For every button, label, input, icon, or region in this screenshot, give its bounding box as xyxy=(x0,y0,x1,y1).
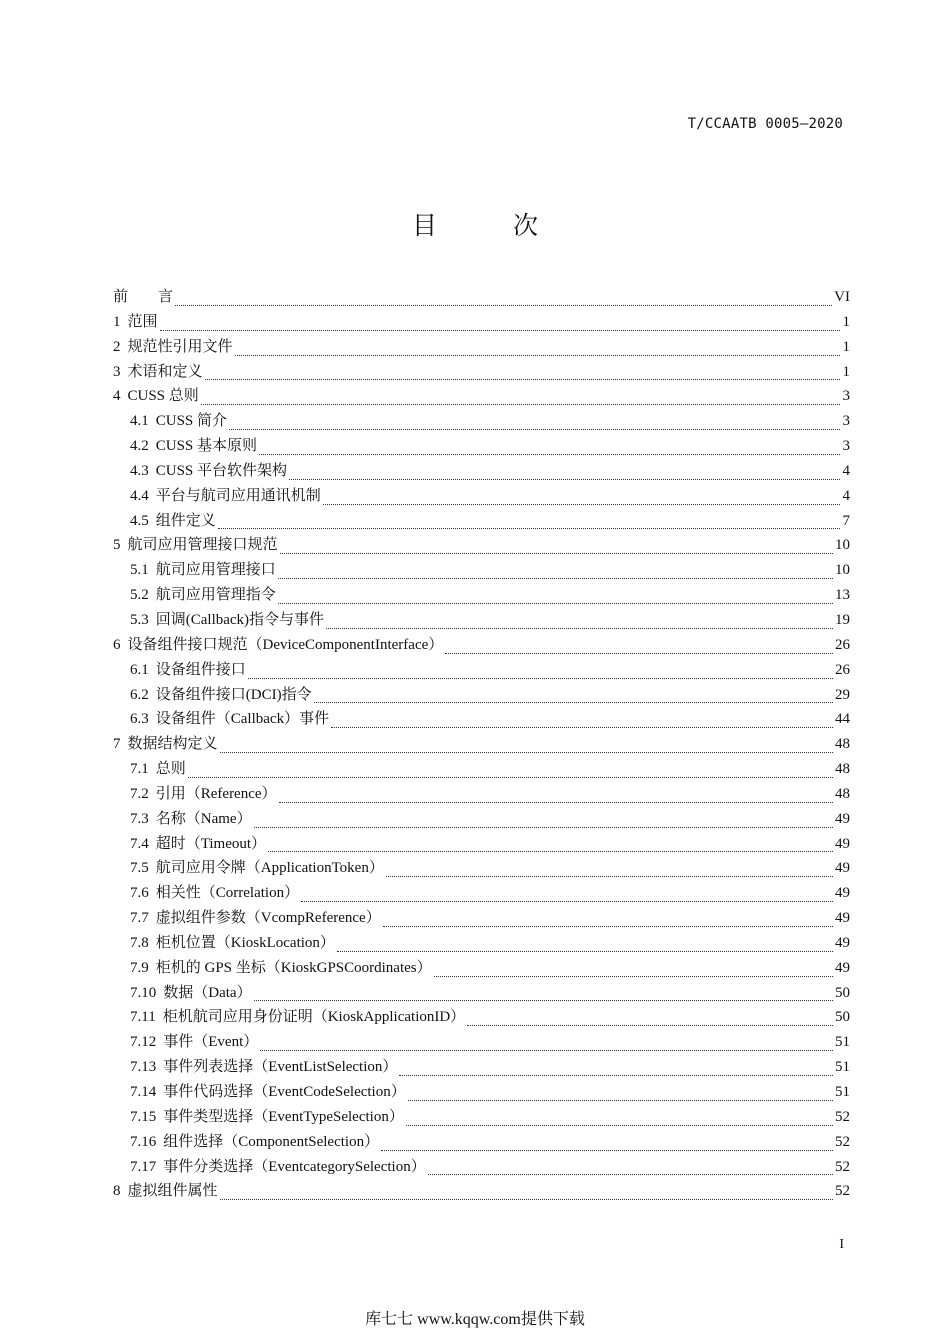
toc-entry-title: 航司应用管理指令 xyxy=(155,587,276,604)
toc-entry-title: 事件类型选择（EventTypeSelection） xyxy=(163,1108,404,1125)
toc-entry-title: 组件选择（ComponentSelection） xyxy=(163,1133,380,1150)
toc-entry-page: 49 xyxy=(835,835,850,852)
toc-entry-title: CUSS 基本原则 xyxy=(155,438,258,455)
toc-dot-leader xyxy=(160,330,840,331)
toc-entry-number: 7.13 xyxy=(130,1059,157,1076)
toc-entry-page: 44 xyxy=(835,711,850,728)
toc-entry[interactable] xyxy=(113,807,850,832)
toc-entry-number: 7.6 xyxy=(130,885,149,902)
toc-entry-number: 4.3 xyxy=(130,462,149,479)
toc-entry-page: 50 xyxy=(835,1009,850,1026)
toc-dot-leader xyxy=(467,1025,833,1026)
toc-entry-page: 3 xyxy=(842,413,850,430)
toc-entry-number: 4.5 xyxy=(130,512,149,529)
toc-entry-number: 7.8 xyxy=(130,934,149,951)
toc-entry-title: 事件分类选择（EventcategorySelection） xyxy=(163,1158,426,1175)
toc-dot-leader xyxy=(428,1174,833,1175)
toc-entry-title: 超时（Timeout） xyxy=(155,835,267,852)
toc-entry-title: 事件代码选择（EventCodeSelection） xyxy=(163,1084,406,1100)
toc-entry-title: 组件定义 xyxy=(155,512,216,529)
toc-entry-title: 航司应用管理接口 xyxy=(155,562,276,579)
toc-dot-leader xyxy=(201,404,840,405)
toc-entry-page: 10 xyxy=(835,562,850,579)
page-title: 目 次 xyxy=(412,211,572,240)
toc-entry-page: 49 xyxy=(835,959,850,976)
toc-dot-leader xyxy=(175,305,832,306)
toc-entry-title: 柜机位置（KioskLocation） xyxy=(155,934,335,951)
toc-dot-leader xyxy=(218,528,840,529)
toc-entry-title: CUSS 平台软件架构 xyxy=(155,462,288,479)
toc-entry-page: 49 xyxy=(835,910,850,927)
toc-dot-leader xyxy=(259,454,840,455)
toc-dot-leader xyxy=(383,926,833,927)
toc-entry[interactable] xyxy=(113,633,850,658)
toc-entry[interactable] xyxy=(113,409,850,434)
toc-entry-title: 柜机的 GPS 坐标（KioskGPSCoordinates） xyxy=(155,959,432,976)
toc-entry-page: 1 xyxy=(842,338,850,355)
toc-dot-leader xyxy=(289,479,840,480)
toc-entry-title: 设备组件接口(DCI)指令 xyxy=(155,686,312,703)
toc-dot-leader xyxy=(434,976,833,977)
toc-entry-page: 48 xyxy=(835,785,850,802)
toc-entry-title: 前 言 xyxy=(113,289,174,305)
toc-entry-title: CUSS 总则 xyxy=(127,388,199,405)
toc-entry[interactable] xyxy=(113,583,850,608)
toc-entry-number: 5.1 xyxy=(130,562,149,579)
toc-entry-number: 7.2 xyxy=(130,785,149,802)
toc-entry-page: 50 xyxy=(835,984,850,1001)
page-folio: I xyxy=(839,1237,844,1252)
toc-entry-number: 4.2 xyxy=(130,438,149,455)
toc-entry[interactable] xyxy=(113,285,850,310)
toc-entry[interactable] xyxy=(113,832,850,857)
toc-entry[interactable] xyxy=(113,1005,850,1030)
toc-entry-title: 航司应用管理接口规范 xyxy=(127,537,278,554)
toc-entry-number: 7.5 xyxy=(130,860,149,877)
toc-entry-page: 4 xyxy=(842,487,850,504)
toc-entry[interactable] xyxy=(113,608,850,633)
toc-entry-number: 7.14 xyxy=(130,1084,157,1100)
toc-entry[interactable] xyxy=(113,782,850,807)
toc-entry[interactable] xyxy=(113,459,850,484)
toc-entry-page: 1 xyxy=(842,363,850,380)
toc-entry-number: 5.2 xyxy=(130,587,149,604)
toc-dot-leader xyxy=(235,355,840,356)
toc-entry-title: 引用（Reference） xyxy=(155,785,277,802)
toc-entry-page: 29 xyxy=(835,686,850,703)
toc-dot-leader xyxy=(278,578,833,579)
toc-entry-number: 7.15 xyxy=(130,1108,157,1125)
toc-entry-page: 51 xyxy=(835,1034,850,1051)
toc-entry-page: 49 xyxy=(835,810,850,827)
toc-entry[interactable] xyxy=(113,1080,850,1105)
toc-entry-number: 8 xyxy=(113,1183,121,1200)
toc-entry[interactable] xyxy=(113,931,850,956)
toc-entry-page: VI xyxy=(834,289,850,305)
toc-entry[interactable] xyxy=(113,484,850,509)
toc-dot-leader xyxy=(279,802,833,803)
toc-entry-number: 7.9 xyxy=(130,959,149,976)
toc-entry-page: 52 xyxy=(835,1133,850,1150)
toc-entry[interactable] xyxy=(113,956,850,981)
toc-dot-leader xyxy=(326,628,833,629)
toc-dot-leader xyxy=(268,851,833,852)
toc-entry-title: 总则 xyxy=(155,761,186,778)
toc-entry-title: 数据（Data） xyxy=(163,984,252,1001)
toc-entry-page: 26 xyxy=(835,661,850,678)
toc-entry[interactable] xyxy=(113,881,850,906)
toc-entry[interactable] xyxy=(113,1130,850,1155)
toc-entry-number: 7.1 xyxy=(130,761,149,778)
toc-entry-page: 49 xyxy=(835,860,850,877)
toc-entry-number: 7.11 xyxy=(130,1009,156,1026)
toc-entry-title: 范围 xyxy=(127,313,158,330)
toc-entry-title: 名称（Name） xyxy=(155,810,252,827)
toc-entry-page: 4 xyxy=(842,462,850,479)
toc-entry-page: 49 xyxy=(835,934,850,951)
toc-entry[interactable] xyxy=(113,533,850,558)
toc-entry-title: 数据结构定义 xyxy=(127,736,218,753)
document-code: T/CCAATB 0005—2020 xyxy=(687,116,843,132)
toc-dot-leader xyxy=(254,827,833,828)
toc-entry-number: 7.7 xyxy=(130,910,149,927)
toc-entry-title: 相关性（Correlation） xyxy=(155,885,300,902)
toc-entry-number: 7 xyxy=(113,736,121,753)
toc-dot-leader xyxy=(278,603,833,604)
toc-entry[interactable] xyxy=(113,1105,850,1130)
toc-entry-page: 48 xyxy=(835,761,850,778)
toc-entry-number: 6 xyxy=(113,636,121,653)
toc-entry[interactable] xyxy=(113,558,850,583)
toc-entry-number: 7.16 xyxy=(130,1133,157,1150)
toc-dot-leader xyxy=(445,653,833,654)
toc-entry-page: 7 xyxy=(842,512,850,529)
toc-entry[interactable] xyxy=(113,1179,850,1204)
toc-entry[interactable] xyxy=(113,360,850,385)
toc-entry[interactable] xyxy=(113,732,850,757)
toc-entry-page: 49 xyxy=(835,885,850,902)
toc-entry-page: 52 xyxy=(835,1108,850,1125)
table-of-contents xyxy=(113,285,850,1204)
toc-entry[interactable] xyxy=(113,683,850,708)
toc-entry-page: 51 xyxy=(835,1059,850,1076)
toc-entry-page: 19 xyxy=(835,611,850,628)
toc-entry-number: 4.4 xyxy=(130,487,149,504)
toc-entry-page: 52 xyxy=(835,1158,850,1175)
toc-entry-page: 3 xyxy=(842,388,850,405)
toc-dot-leader xyxy=(381,1150,833,1151)
toc-entry[interactable] xyxy=(113,434,850,459)
toc-entry[interactable] xyxy=(113,757,850,782)
toc-entry[interactable] xyxy=(113,707,850,732)
toc-dot-leader xyxy=(248,678,833,679)
toc-entry-number: 7.17 xyxy=(130,1158,157,1175)
toc-entry-title: 术语和定义 xyxy=(127,363,203,380)
toc-entry-title: 平台与航司应用通讯机制 xyxy=(155,487,321,504)
toc-entry-number: 7.4 xyxy=(130,835,149,852)
footer-watermark-text: 库七七 www.kqqw.com提供下载 xyxy=(365,1311,585,1328)
toc-entry-number: 5 xyxy=(113,537,121,554)
toc-dot-leader xyxy=(220,1199,833,1200)
toc-entry-number: 4 xyxy=(113,388,121,405)
toc-dot-leader xyxy=(188,777,833,778)
toc-entry-page: 52 xyxy=(835,1183,850,1200)
toc-entry-title: 回调(Callback)指令与事件 xyxy=(155,611,325,628)
toc-entry-page: 10 xyxy=(835,537,850,554)
toc-dot-leader xyxy=(260,1050,833,1051)
toc-dot-leader xyxy=(406,1125,833,1126)
toc-entry-number: 4.1 xyxy=(130,413,149,430)
toc-dot-leader xyxy=(323,504,840,505)
toc-entry-number: 7.12 xyxy=(130,1034,157,1051)
toc-entry-number: 6.2 xyxy=(130,686,149,703)
toc-dot-leader xyxy=(337,951,833,952)
toc-dot-leader xyxy=(229,429,840,430)
toc-entry-title: 虚拟组件属性 xyxy=(127,1183,218,1200)
toc-dot-leader xyxy=(205,379,840,380)
toc-entry-number: 3 xyxy=(113,363,121,380)
toc-dot-leader xyxy=(386,876,833,877)
toc-entry-title: 设备组件（Callback）事件 xyxy=(155,711,330,728)
toc-dot-leader xyxy=(254,1000,833,1001)
toc-entry[interactable] xyxy=(113,384,850,409)
toc-entry-title: 事件（Event） xyxy=(163,1034,259,1051)
toc-entry-title: 航司应用令牌（ApplicationToken） xyxy=(155,860,384,877)
toc-dot-leader xyxy=(408,1100,833,1101)
toc-entry-title: CUSS 简介 xyxy=(155,413,228,430)
toc-entry-title: 设备组件接口规范（DeviceComponentInterface） xyxy=(127,636,444,653)
toc-entry[interactable] xyxy=(113,310,850,335)
toc-entry-page: 13 xyxy=(835,587,850,604)
toc-entry[interactable] xyxy=(113,658,850,683)
toc-entry-page: 1 xyxy=(842,313,850,330)
toc-entry-number: 2 xyxy=(113,338,121,355)
toc-dot-leader xyxy=(301,901,833,902)
toc-entry-number: 7.3 xyxy=(130,810,149,827)
toc-entry[interactable] xyxy=(113,509,850,534)
toc-entry[interactable] xyxy=(113,856,850,881)
toc-entry[interactable] xyxy=(113,1030,850,1055)
toc-dot-leader xyxy=(331,727,833,728)
toc-entry[interactable] xyxy=(113,906,850,931)
toc-entry-title: 规范性引用文件 xyxy=(127,338,233,355)
toc-entry-number: 5.3 xyxy=(130,611,149,628)
toc-entry-page: 48 xyxy=(835,736,850,753)
toc-entry[interactable] xyxy=(113,1055,850,1080)
toc-entry[interactable] xyxy=(113,981,850,1006)
toc-entry-title: 虚拟组件参数（VcompReference） xyxy=(155,910,381,927)
toc-entry-number: 1 xyxy=(113,313,121,330)
toc-entry-number: 7.10 xyxy=(130,984,157,1001)
toc-entry-title: 设备组件接口 xyxy=(155,661,246,678)
toc-entry-page: 3 xyxy=(842,438,850,455)
toc-entry[interactable] xyxy=(113,1155,850,1180)
toc-dot-leader xyxy=(220,752,833,753)
toc-dot-leader xyxy=(399,1075,833,1076)
toc-entry[interactable] xyxy=(113,335,850,360)
toc-entry-page: 51 xyxy=(835,1084,850,1100)
toc-dot-leader xyxy=(280,553,833,554)
toc-entry-title: 柜机航司应用身份证明（KioskApplicationID） xyxy=(162,1009,466,1026)
toc-entry-title: 事件列表选择（EventListSelection） xyxy=(163,1059,398,1076)
toc-entry-number: 6.1 xyxy=(130,661,149,678)
toc-entry-number: 6.3 xyxy=(130,711,149,728)
toc-dot-leader xyxy=(314,702,833,703)
toc-entry-page: 26 xyxy=(835,636,850,653)
